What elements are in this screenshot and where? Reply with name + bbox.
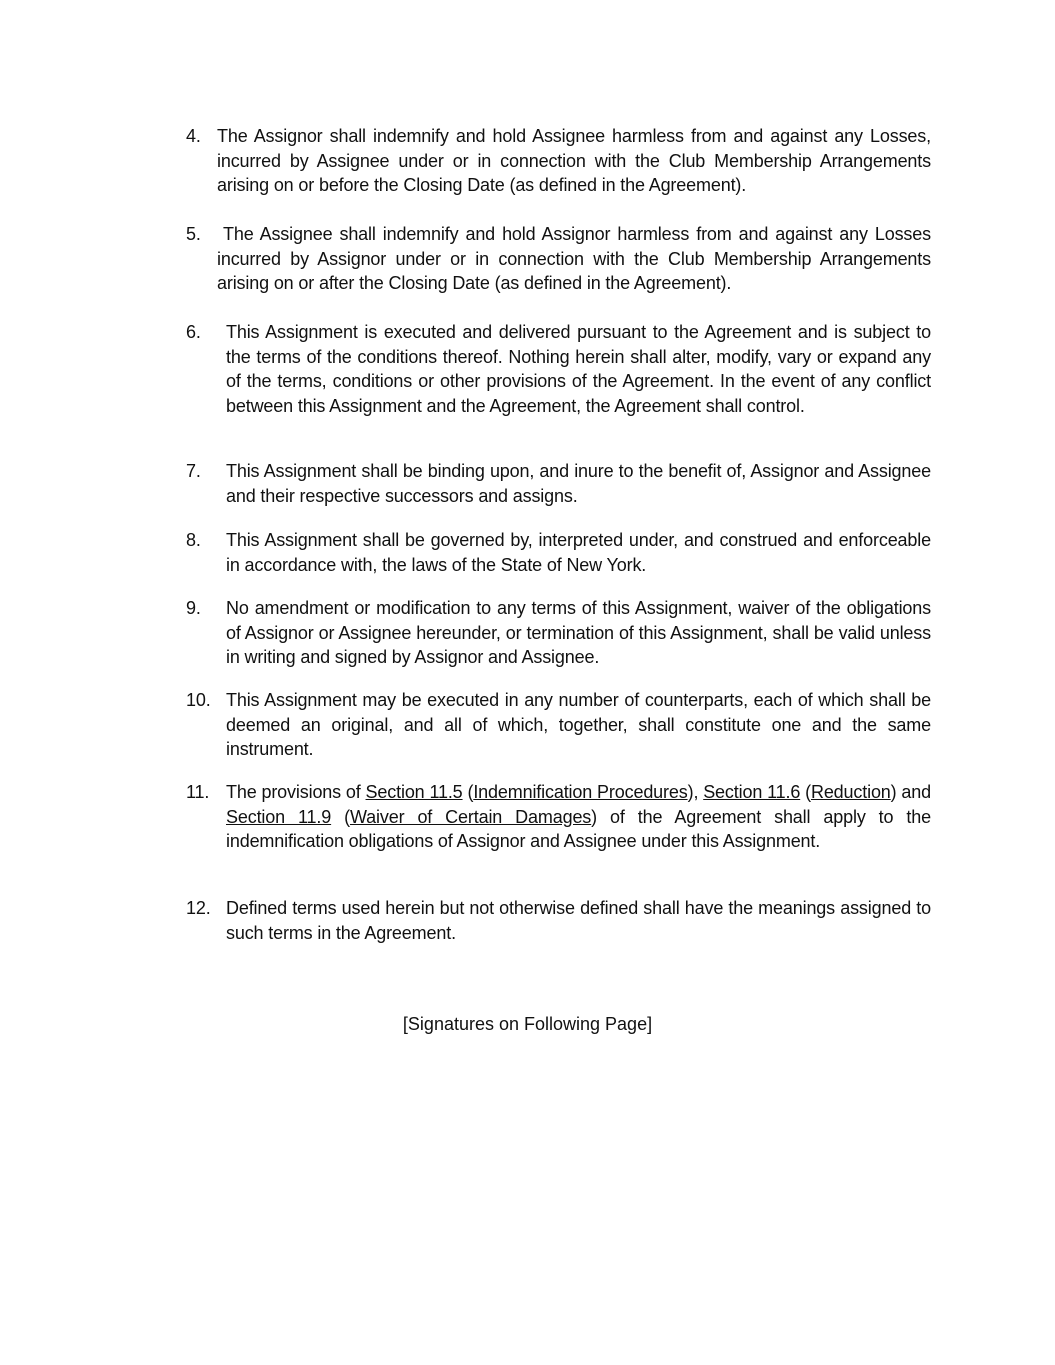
clause-text-part: ), <box>687 782 704 802</box>
clause-number: 6. <box>186 322 201 342</box>
clause-text: This Assignment shall be binding upon, and inure to the benefit of, Assignor and Assignee and their respective successors and assigns. <box>226 461 931 506</box>
section-11-5-reference: Section 11.5 <box>365 782 463 802</box>
indemnification-procedures-title: Indemnification Procedures <box>473 782 688 802</box>
clause-number: 7. <box>186 461 201 481</box>
clause-8 <box>186 528 931 577</box>
clause-number: 12. <box>186 898 211 918</box>
clause-5 <box>186 222 931 296</box>
clause-11 <box>186 780 931 854</box>
clause-number: 9. <box>186 598 201 618</box>
section-11-6-reference: Section 11.6 <box>703 782 801 802</box>
clause-text-part: ) of the Agreement shall apply to the indemnification obligations of Assignor and Assignee under this Assignment. <box>226 806 931 851</box>
clause-text-part: ( <box>800 782 811 802</box>
clause-text-part: The provisions of <box>226 782 366 802</box>
clause-text: No amendment or modification to any terms of this Assignment, waiver of the obligations of Assignor or Assignee hereunder, or termination of this Assignment, shall be valid unless in writing and signed by Assignor and Assignee. <box>226 598 931 667</box>
clause-number: 10. <box>186 690 211 710</box>
clause-text: This Assignment may be executed in any number of counterparts, each of which shall be deemed an original, and all of which, together, shall constitute one and the same instrument. <box>226 690 931 759</box>
clause-10 <box>186 688 931 762</box>
clause-text-part: ( <box>462 782 474 802</box>
clause-text: Defined terms used herein but not otherwise defined shall have the meanings assigned to such terms in the Agreement. <box>226 898 931 943</box>
clause-text: The Assignor shall indemnify and hold Assignee harmless from and against any Losses, incurred by Assignee under or in connection with the Club Membership Arrangements arising on or before the Closing Date (as defined in the Agreement). <box>217 126 931 195</box>
clause-6 <box>186 320 931 418</box>
clause-text: The Assignee shall indemnify and hold Assignor harmless from and against any Losses incurred by Assignor under or in connection with the Club Membership Arrangements arising on or after the Closing Date (as defined in the Agreement). <box>217 224 931 293</box>
clause-12 <box>186 896 931 945</box>
clause-number: 8. <box>186 530 201 550</box>
clause-text: This Assignment is executed and delivered pursuant to the Agreement and is subject to the terms of the conditions thereof. Nothing herein shall alter, modify, vary or expand any of the terms, conditions or other provisions of the Agreement. In the event of any conflict between this Assignment and the Agreement, the Agreement shall control. <box>226 322 931 416</box>
clause-4 <box>186 124 931 198</box>
clause-text-part: ) and <box>890 782 932 802</box>
clause-text-part: ( <box>331 806 350 827</box>
clause-number: 5. <box>186 224 201 244</box>
clause-text <box>226 780 931 854</box>
clause-7 <box>186 459 931 508</box>
clause-text: This Assignment shall be governed by, interpreted under, and construed and enforceable in accordance with, the laws of the State of New York. <box>226 530 931 575</box>
waiver-of-certain-damages-title: Waiver of Certain Damages <box>349 806 592 827</box>
clause-number: 11. <box>186 782 210 802</box>
clause-number: 4. <box>186 126 201 146</box>
reduction-title: Reduction <box>810 782 891 802</box>
section-11-9-reference: Section 11.9 <box>226 806 332 827</box>
signatures-note: [Signatures on Following Page] <box>402 1014 653 1034</box>
clause-9 <box>186 596 931 670</box>
